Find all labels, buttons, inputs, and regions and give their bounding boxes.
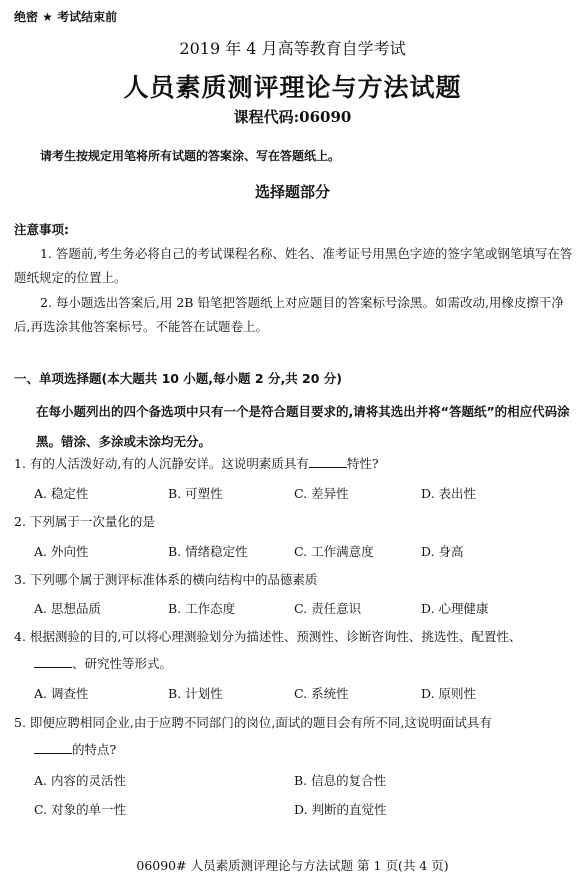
question-5-options-row1 <box>0 771 585 791</box>
answer-blank <box>34 655 72 668</box>
question-1-options <box>0 484 585 504</box>
question-5-stem: 5. 即便应聘相同企业,由于应聘不同部门的岗位,面试的题目会有所不同,这说明面试具有 <box>14 715 492 730</box>
note-item-2-text: 2. 每小题选出答案后,用 2B 铅笔把答题纸上对应题目的答案标号涂黑。如需改动,用橡皮擦干净后,再选涂其他答案标号。不能答在试题卷上。 <box>14 295 564 334</box>
option: A. 内容的灵活性 <box>34 773 126 788</box>
exam-session: 2019 年 4 月高等教育自学考试 <box>179 39 406 58</box>
question-4 <box>14 623 579 677</box>
question-1 <box>14 450 579 477</box>
answer-blank <box>34 741 72 754</box>
option: D. 原则性 <box>421 686 477 701</box>
notes-heading: 注意事项: <box>14 222 69 237</box>
note-item-2 <box>14 291 574 339</box>
question-3-options <box>0 599 585 619</box>
question-4-stem: 4. 根据测验的目的,可以将心理测验划分为描述性、预测性、诊断咨询性、挑选性、配置性、 <box>14 629 522 644</box>
question-3 <box>14 566 579 593</box>
option: B. 信息的复合性 <box>294 773 387 788</box>
confidential-mark: 绝密 ★ 考试结束前 <box>14 10 118 24</box>
option: C. 工作满意度 <box>294 544 374 559</box>
option: D. 判断的直觉性 <box>294 802 387 817</box>
option: D. 心理健康 <box>421 601 489 616</box>
answer-instruction: 请考生按规定用笔将所有试题的答案涂、写在答题纸上。 <box>40 149 341 163</box>
question-4-options <box>0 684 585 704</box>
question-5-options-row2 <box>0 800 585 820</box>
page-footer: 06090# 人员素质测评理论与方法试题 第 1 页(共 4 页) <box>136 858 449 873</box>
option: B. 情绪稳定性 <box>168 544 248 559</box>
question-2-options <box>0 542 585 562</box>
option: C. 系统性 <box>294 686 349 701</box>
course-code: 课程代码:06090 <box>233 108 352 126</box>
option: D. 表出性 <box>421 486 477 501</box>
option: A. 调查性 <box>34 686 89 701</box>
option: A. 稳定性 <box>34 486 89 501</box>
note-item-1 <box>14 242 574 290</box>
question-3-stem: 3. 下列哪个属于测评标准体系的横向结构中的品德素质 <box>14 572 318 587</box>
option: B. 工作态度 <box>168 601 236 616</box>
section-title: 选择题部分 <box>254 183 330 201</box>
option: C. 对象的单一性 <box>34 802 127 817</box>
question-5 <box>14 709 579 763</box>
question-1-stem: 1. 有的人活泼好动,有的人沉静安详。这说明素质具有 <box>14 456 309 471</box>
answer-blank <box>309 455 347 468</box>
option: D. 身高 <box>421 544 464 559</box>
question-1-stem-end: 特性? <box>346 456 379 471</box>
option: A. 思想品质 <box>34 601 101 616</box>
question-5-stem-line2 <box>14 736 579 763</box>
option: B. 可塑性 <box>168 486 223 501</box>
note-item-1-text: 1. 答题前,考生务必将自己的考试课程名称、姓名、准考证号用黑色字迹的签字笔或钢笔填写在答题纸规定的位置上。 <box>14 246 573 285</box>
question-2-stem: 2. 下列属于一次量化的是 <box>14 514 155 529</box>
option: C. 差异性 <box>294 486 349 501</box>
paper-title: 人员素质测评理论与方法试题 <box>123 73 462 102</box>
option: C. 责任意识 <box>294 601 362 616</box>
question-2 <box>14 508 579 535</box>
question-4-stem-line2 <box>14 650 579 677</box>
part-heading: 一、单项选择题(本大题共 10 小题,每小题 2 分,共 20 分) <box>14 371 343 386</box>
option: A. 外向性 <box>34 544 89 559</box>
part-instruction: 在每小题列出的四个备选项中只有一个是符合题目要求的,请将其选出并将“答题纸”的相应代码涂黑。错涂、多涂或未涂均无分。 <box>36 404 570 449</box>
option: B. 计划性 <box>168 686 223 701</box>
question-5-stem-end: 的特点? <box>72 742 117 757</box>
question-4-stem-end: 、研究性等形式。 <box>72 656 173 671</box>
